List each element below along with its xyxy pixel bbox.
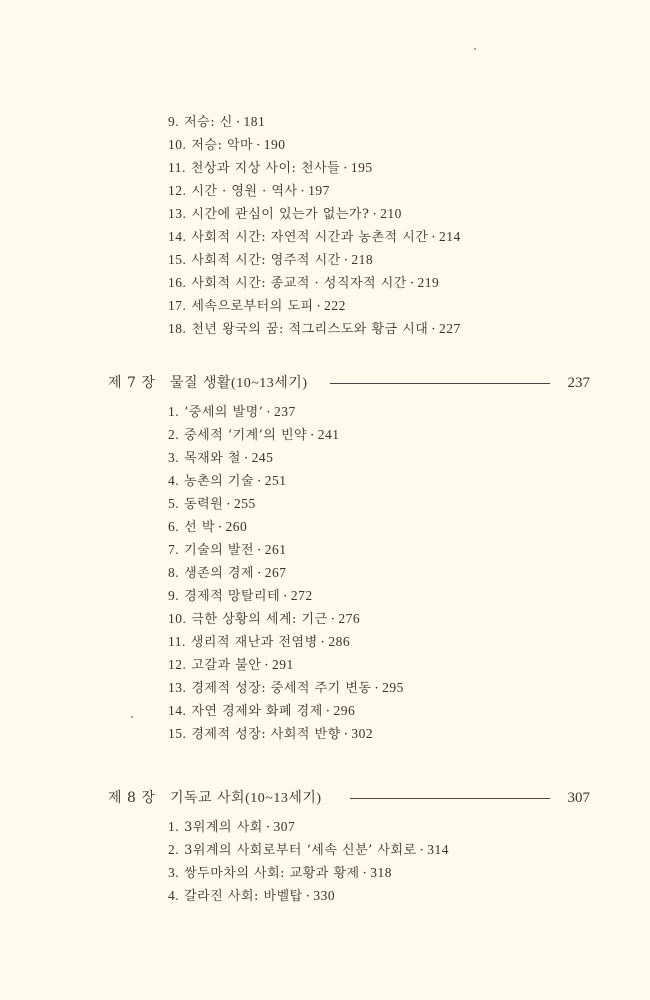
entry-page: 241 (317, 427, 340, 442)
entry-page: 267 (264, 565, 287, 580)
entry-number: 1. (168, 404, 180, 419)
separator-dot: · (283, 589, 288, 604)
entry-page: 210 (380, 206, 402, 221)
toc-entry[interactable] (168, 633, 350, 652)
separator-dot: · (343, 161, 348, 176)
entry-page: 307 (273, 819, 296, 834)
entry-title: 생존의 경제 (184, 566, 255, 581)
entry-number: 14. (168, 229, 187, 244)
leader-rule (330, 383, 550, 384)
entry-title: 극한 상황의 세계: 기근 (191, 612, 328, 627)
entry-number: 9. (168, 588, 180, 603)
toc-entry[interactable] (168, 426, 340, 445)
print-speck (131, 716, 133, 718)
separator-dot: · (316, 299, 322, 314)
entry-page: 222 (324, 298, 346, 313)
toc-entry[interactable] (168, 228, 461, 247)
toc-entry[interactable] (168, 495, 256, 514)
toc-entry[interactable] (168, 274, 439, 293)
entry-title: 기술의 발전 (184, 543, 255, 558)
entry-title: 3위계의 사회로부터 ‘세속 신분’ 사회로 (184, 843, 417, 858)
entry-title: 사회적 시간: 자연적 시간과 농촌적 시간 (191, 230, 429, 245)
toc-entry[interactable] (168, 472, 286, 491)
separator-dot: · (343, 727, 349, 742)
separator-dot: · (320, 635, 326, 650)
separator-dot: · (310, 428, 315, 443)
entry-number: 15. (168, 726, 187, 741)
toc-entry[interactable] (168, 541, 286, 560)
toc-entry[interactable] (168, 656, 294, 675)
entry-page: 330 (313, 888, 336, 903)
separator-dot: · (235, 115, 241, 130)
toc-entry[interactable] (168, 159, 373, 178)
entry-page: 218 (351, 252, 374, 267)
chapter-period: (10~13세기) (245, 791, 322, 806)
entry-number: 13. (168, 680, 187, 695)
separator-dot: · (226, 497, 231, 512)
entry-page: 195 (350, 160, 373, 175)
toc-entry[interactable] (168, 113, 265, 132)
separator-dot: · (256, 138, 261, 153)
entry-title: 쌍두마차의 사회: 교황과 황제 (184, 866, 360, 881)
entry-page: 214 (439, 229, 461, 244)
toc-entry[interactable] (168, 518, 247, 537)
chapter-period: (10~13세기) (231, 376, 308, 391)
entry-page: 291 (271, 657, 294, 672)
entry-page: 302 (351, 726, 374, 741)
entry-number: 16. (168, 275, 187, 290)
entry-number: 13. (168, 206, 187, 221)
entry-title: 천년 왕국의 꿈: 적그리스도와 황금 시대 (191, 322, 429, 337)
print-speck (474, 48, 476, 50)
entry-number: 8. (168, 565, 180, 580)
entry-page: 260 (225, 519, 248, 534)
entry-page: 190 (263, 137, 286, 152)
separator-dot: · (343, 253, 349, 268)
entry-number: 11. (168, 160, 186, 175)
separator-dot: · (217, 520, 223, 535)
entry-page: 286 (328, 634, 351, 649)
toc-entry[interactable] (168, 702, 355, 721)
entry-number: 2. (168, 427, 180, 442)
entry-page: 318 (370, 865, 392, 880)
entry-title: 농촌의 기술 (184, 474, 255, 489)
separator-dot: · (409, 276, 415, 291)
toc-entry[interactable] (168, 136, 286, 155)
toc-entry[interactable] (168, 818, 295, 837)
entry-title: 저승: 신 (184, 115, 233, 130)
entry-page: 314 (427, 842, 449, 857)
entry-title: 생리적 재난과 전염병 (190, 635, 318, 650)
entry-title: 3위계의 사회 (184, 820, 263, 835)
toc-entry[interactable] (168, 564, 286, 583)
separator-dot: · (431, 322, 436, 337)
entry-number: 3. (168, 865, 180, 880)
entry-title: 동력원 (184, 497, 224, 512)
toc-entry[interactable] (168, 251, 373, 270)
entry-number: 4. (168, 473, 180, 488)
toc-entry[interactable] (168, 610, 360, 629)
chapter-title-text: 기독교 사회 (170, 790, 246, 806)
entry-number: 14. (168, 703, 187, 718)
separator-dot: · (374, 681, 380, 696)
entry-number: 5. (168, 496, 180, 511)
entry-title: 세속으로부터의 도피 (191, 299, 314, 314)
chapter-heading-8[interactable] (108, 788, 590, 808)
entry-title: 경제적 망탈리테 (184, 589, 281, 604)
entry-page: 272 (290, 588, 313, 603)
entry-page: 255 (233, 496, 256, 511)
chapter-heading-7[interactable] (108, 373, 590, 393)
separator-dot: · (325, 704, 331, 719)
entry-number: 9. (168, 114, 180, 129)
entry-number: 1. (168, 819, 180, 834)
entry-title: 시간 · 영원 · 역사 (191, 184, 298, 199)
entry-page: 251 (264, 473, 287, 488)
separator-dot: · (431, 230, 436, 245)
entry-title: 갈라진 사회: 바벨탑 (184, 889, 303, 904)
entry-page: 219 (417, 275, 440, 290)
entry-title: 중세적 ‘기계’의 빈약 (184, 428, 308, 443)
separator-dot: · (257, 566, 262, 581)
entry-page: 296 (333, 703, 356, 718)
separator-dot: · (372, 207, 378, 222)
entry-number: 18. (168, 321, 187, 336)
chapter-title-text: 물질 생활 (170, 375, 232, 391)
leader-rule (350, 798, 550, 799)
entry-page: 197 (308, 183, 330, 198)
entry-page: 276 (338, 611, 361, 626)
separator-dot: · (419, 843, 425, 858)
entry-title: 선 박 (184, 520, 215, 535)
separator-dot: · (266, 405, 271, 420)
entry-number: 11. (168, 634, 186, 649)
separator-dot: · (265, 820, 271, 835)
entry-page: 237 (273, 404, 296, 419)
entry-page: 261 (264, 542, 287, 557)
entry-number: 6. (168, 519, 180, 534)
entry-title: 사회적 시간: 영주적 시간 (191, 253, 341, 268)
entry-number: 12. (168, 183, 187, 198)
separator-dot: · (264, 658, 269, 673)
separator-dot: · (257, 543, 262, 558)
separator-dot: · (305, 889, 311, 904)
toc-entry[interactable] (168, 864, 392, 883)
entry-title: 저승: 악마 (191, 138, 254, 153)
entry-number: 2. (168, 842, 180, 857)
toc-entry[interactable] (168, 887, 335, 906)
entry-title: 천상과 지상 사이: 천사들 (190, 161, 341, 176)
toc-entry[interactable] (168, 587, 313, 606)
separator-dot: · (257, 474, 262, 489)
entry-title: 자연 경제와 화폐 경제 (191, 704, 323, 719)
entry-number: 3. (168, 450, 180, 465)
entry-title: 고갈과 불안 (191, 658, 262, 673)
entry-page: 295 (382, 680, 404, 695)
entry-number: 4. (168, 888, 180, 903)
entry-title: 경제적 성장: 중세적 주기 변동 (191, 681, 372, 696)
entry-page: 181 (243, 114, 266, 129)
chapter-label: 제 8 장 (108, 790, 156, 806)
entry-title: 경제적 성장: 사회적 반향 (191, 727, 341, 742)
toc-entry[interactable] (168, 679, 404, 698)
separator-dot: · (300, 184, 306, 199)
toc-entry[interactable] (168, 205, 402, 224)
separator-dot: · (244, 451, 249, 466)
entry-title: ‘중세의 발명’ (184, 405, 264, 420)
chapter-title (170, 788, 322, 809)
entry-number: 17. (168, 298, 187, 313)
entry-page: 227 (439, 321, 461, 336)
entry-number: 10. (168, 137, 187, 152)
separator-dot: · (330, 612, 336, 627)
entry-number: 7. (168, 542, 180, 557)
toc-entry[interactable] (168, 403, 296, 422)
toc-entry[interactable] (168, 841, 449, 860)
toc-entry[interactable] (168, 449, 273, 468)
separator-dot: · (362, 866, 368, 881)
chapter-page: 307 (567, 790, 590, 806)
toc-entry[interactable] (168, 725, 373, 744)
chapter-title (170, 373, 308, 394)
toc-entry[interactable] (168, 297, 346, 316)
chapter-label: 제 7 장 (108, 375, 156, 391)
entry-page: 245 (251, 450, 274, 465)
toc-entry[interactable] (168, 182, 330, 201)
entry-title: 시간에 관심이 있는가 없는가? (191, 207, 370, 222)
entry-number: 15. (168, 252, 187, 267)
chapter-page: 237 (567, 375, 590, 391)
entry-number: 10. (168, 611, 187, 626)
entry-title: 목재와 철 (184, 451, 241, 466)
entry-title: 사회적 시간: 종교적 · 성직자적 시간 (191, 276, 407, 291)
entry-number: 12. (168, 657, 187, 672)
toc-entry[interactable] (168, 320, 461, 339)
